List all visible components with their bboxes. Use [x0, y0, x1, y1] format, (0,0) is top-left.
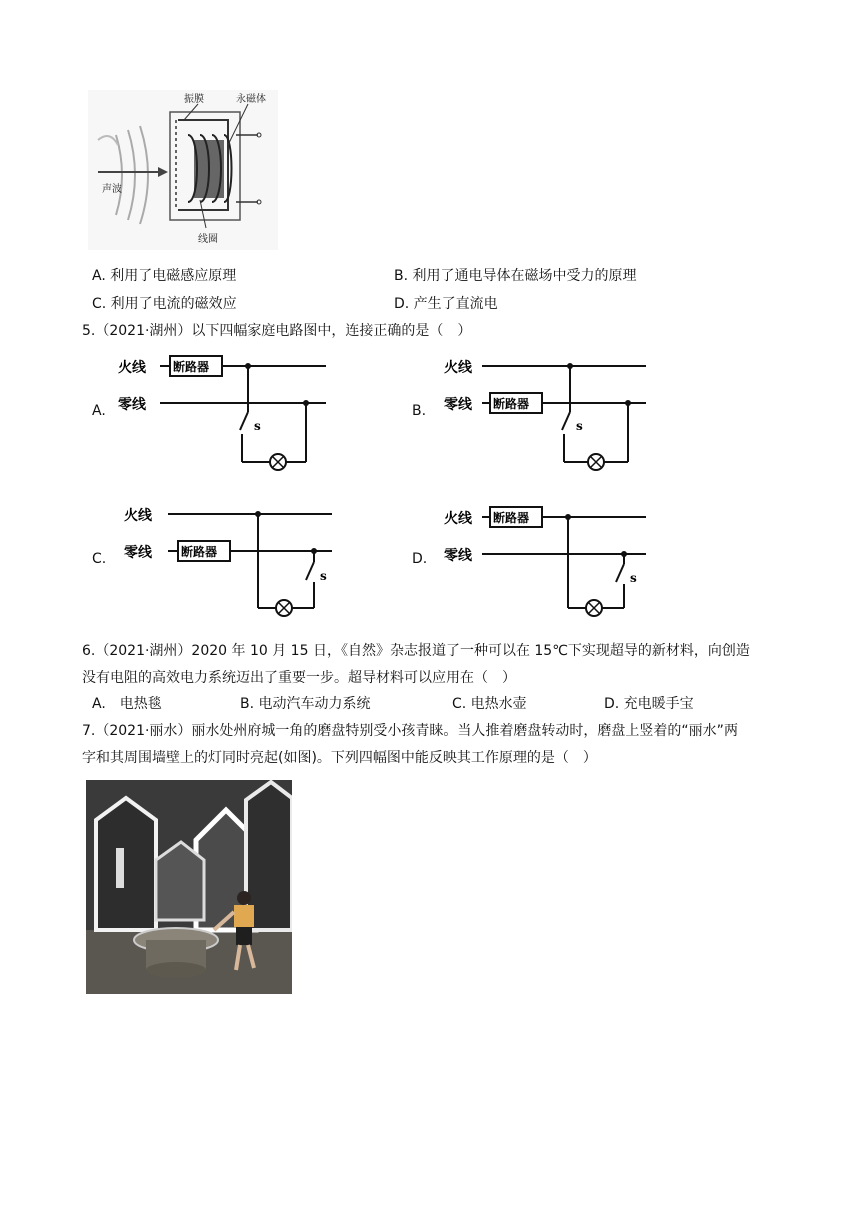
circuit-diagram-b	[440, 350, 660, 474]
microphone-diagram	[88, 90, 278, 250]
q6-stem-line1: 6.（2021·湖州）2020 年 10 月 15 日，《自然》杂志报道了一种可以在 15℃下实现超导的新材料，向创造	[82, 643, 750, 659]
q5-option-b-letter: B.	[412, 403, 427, 419]
q6-option-a: A. 电热毯	[92, 696, 162, 712]
diaphragm-label: 振膜	[184, 94, 204, 105]
coil-label: 线圈	[198, 234, 218, 245]
live-wire-label: 火线	[124, 508, 152, 524]
q4-option-d: D. 产生了直流电	[394, 296, 498, 312]
circuit-diagram-c	[118, 500, 348, 622]
q5-stem: 5.（2021·湖州）以下四幅家庭电路图中，连接正确的是（ ）	[82, 323, 472, 339]
breaker-label: 断路器	[493, 511, 530, 525]
q7-stem-line1: 7.（2021·丽水）丽水处州府城一角的磨盘特别受小孩青睐。当人推着磨盘转动时，磨盘上竖着的“丽水”两	[82, 723, 738, 739]
switch-label: s	[630, 571, 637, 585]
magnet-label: 永磁体	[236, 94, 266, 105]
q4-option-c: C. 利用了电流的磁效应	[92, 296, 237, 312]
q5-option-a-letter: A.	[92, 403, 106, 419]
sound-wave-label: 声波	[102, 184, 122, 195]
millstone-photo	[86, 780, 292, 994]
q5-option-d-letter: D.	[412, 551, 428, 567]
q6-option-c: C. 电热水壶	[452, 696, 527, 712]
circuit-diagram-a	[112, 350, 332, 474]
neutral-wire-label: 零线	[124, 545, 152, 561]
neutral-wire-label: 零线	[444, 548, 472, 564]
switch-label: s	[576, 419, 583, 433]
live-wire-label: 火线	[444, 360, 472, 376]
live-wire-label: 火线	[444, 511, 472, 527]
breaker-label: 断路器	[181, 545, 218, 559]
q7-stem-line2: 字和其周围墙壁上的灯同时亮起(如图)。下列四幅图中能反映其工作原理的是（ ）	[82, 750, 597, 766]
q6-option-d: D. 充电暖手宝	[604, 696, 694, 712]
q4-option-a: A. 利用了电磁感应原理	[92, 268, 237, 284]
switch-label: s	[254, 419, 261, 433]
switch-label: s	[320, 569, 327, 583]
neutral-wire-label: 零线	[444, 397, 472, 413]
q4-option-b: B. 利用了通电导体在磁场中受力的原理	[394, 268, 637, 284]
q6-option-b: B. 电动汽车动力系统	[240, 696, 371, 712]
live-wire-label: 火线	[118, 360, 146, 376]
breaker-label: 断路器	[493, 397, 530, 411]
q6-stem-line2: 没有电阻的高效电力系统迈出了重要一步。超导材料可以应用在（ ）	[82, 670, 516, 686]
circuit-diagram-d	[440, 500, 660, 622]
neutral-wire-label: 零线	[118, 397, 146, 413]
breaker-label: 断路器	[173, 360, 210, 374]
q5-option-c-letter: C.	[92, 551, 107, 567]
